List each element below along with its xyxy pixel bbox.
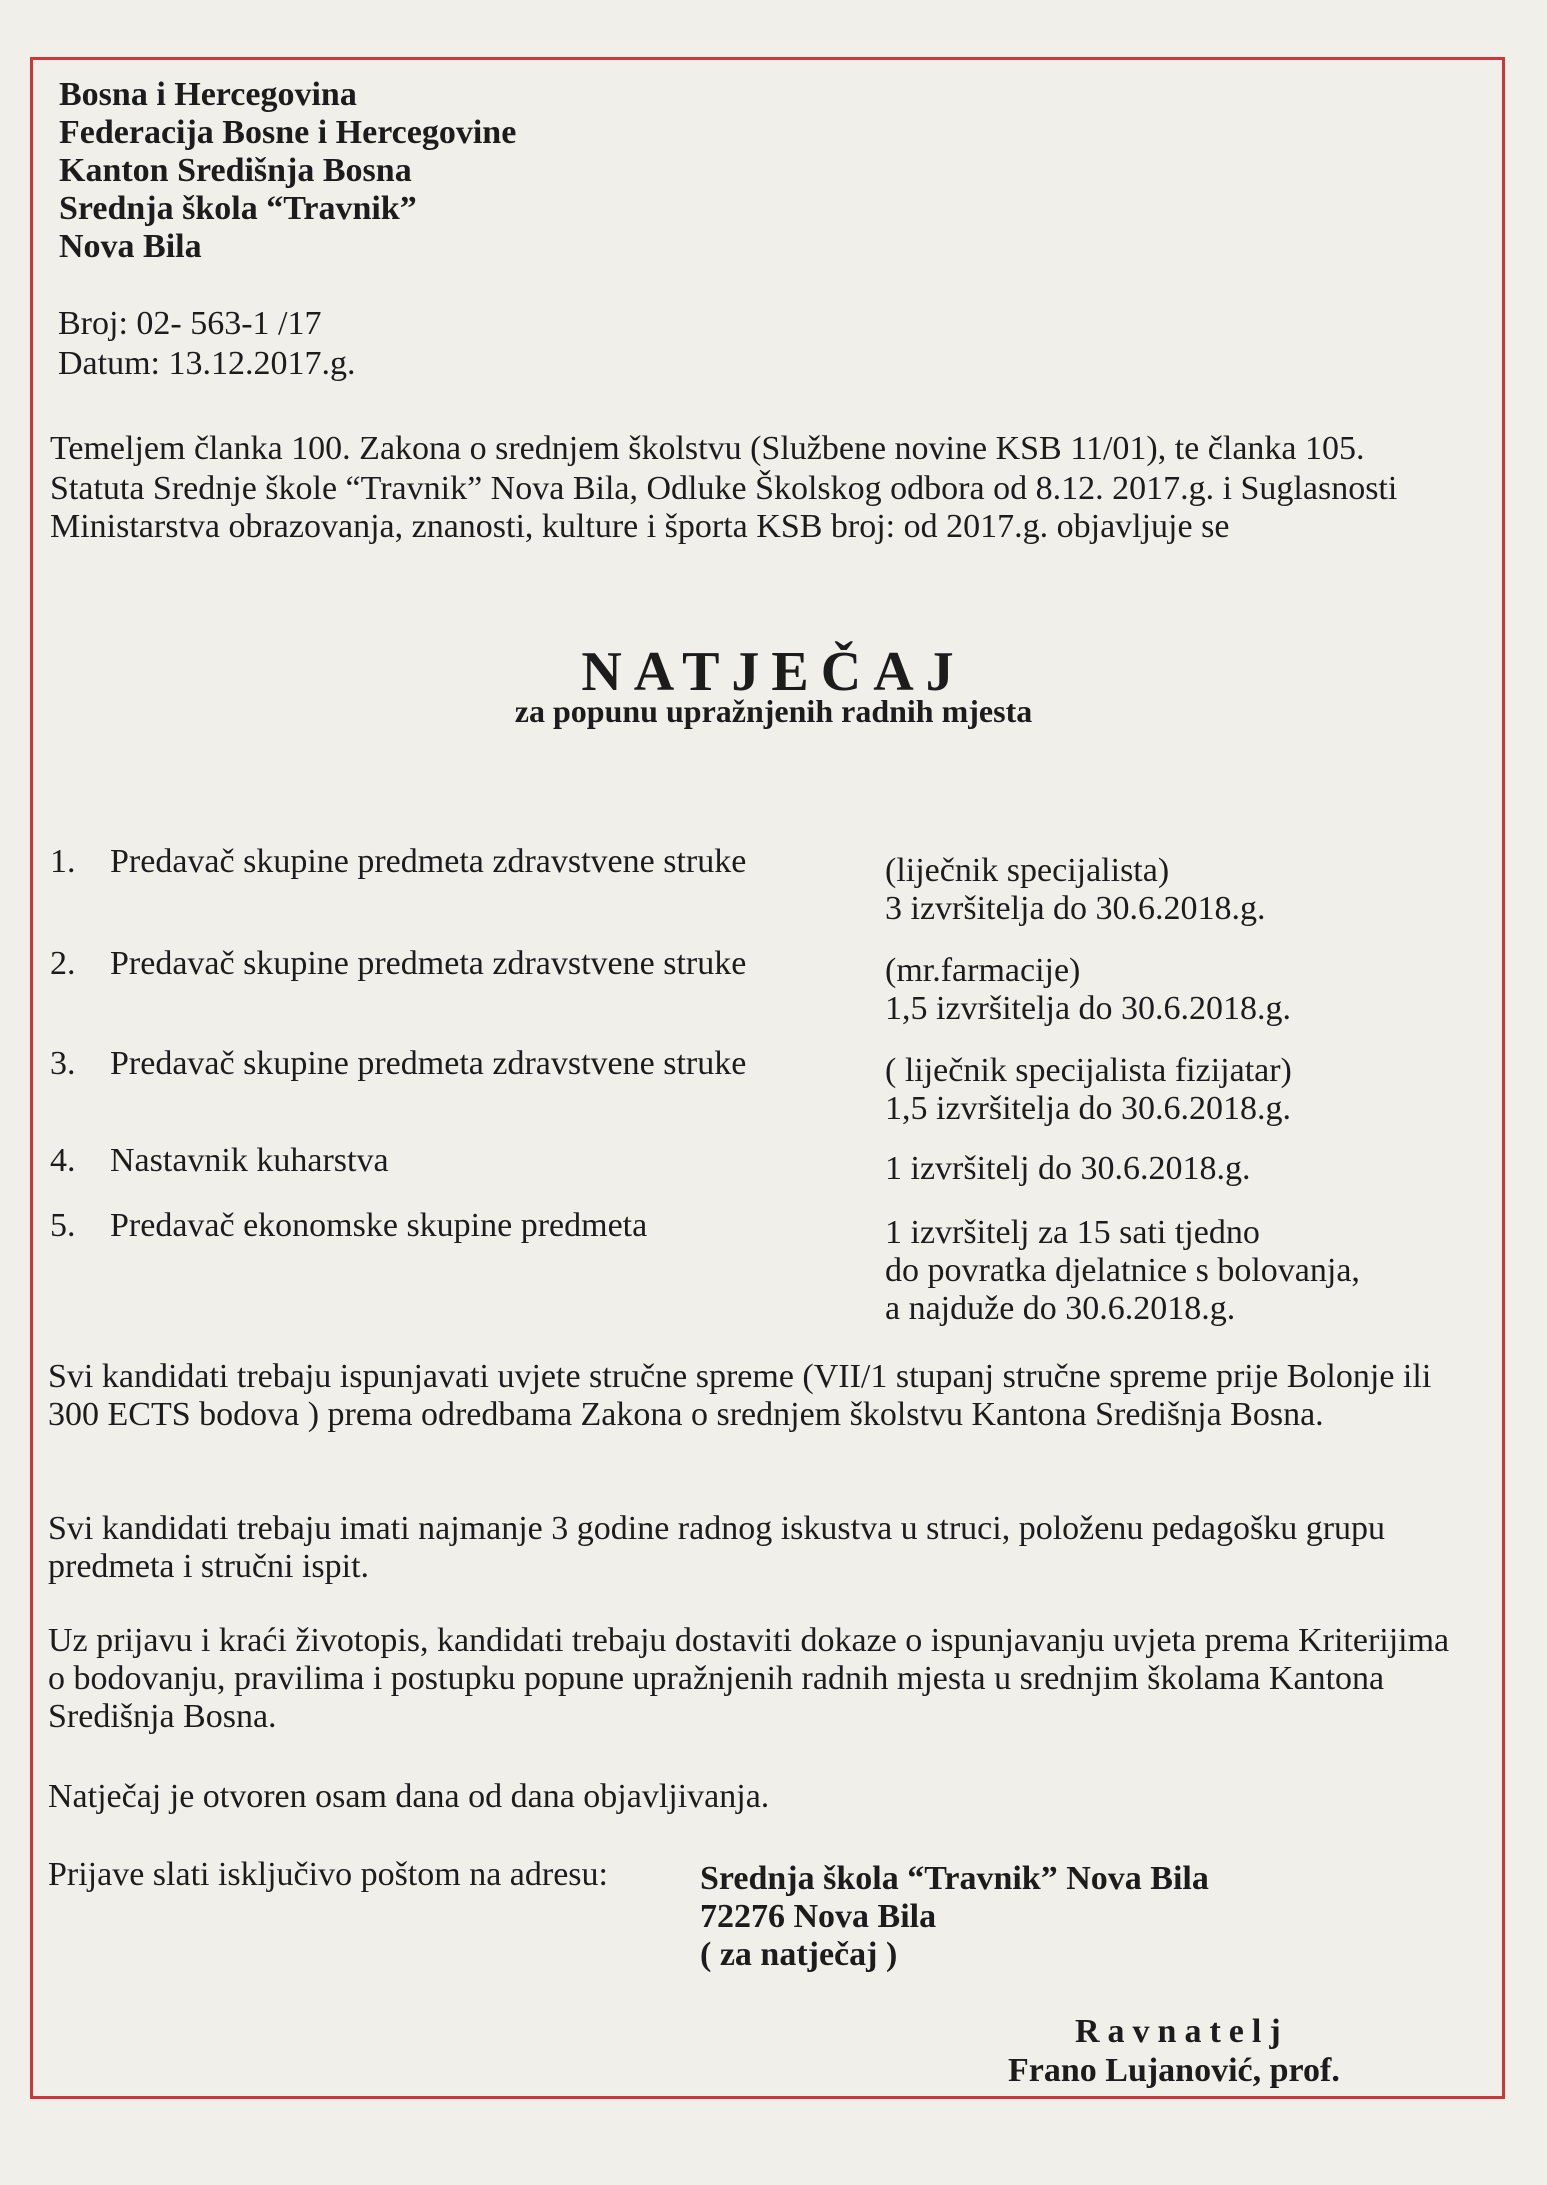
position-4-detail-1: 1 izvršitelj do 30.6.2018.g.: [885, 1150, 1251, 1187]
header-canton: Kanton Središnja Bosna: [59, 152, 412, 189]
intro-line-2: Statuta Srednje škole “Travnik” Nova Bila, Odluke Školskog odbora od 8.12. 2017.g. i Suglasnosti: [50, 470, 1398, 507]
position-3-title: Predavač skupine predmeta zdravstvene struke: [110, 1045, 747, 1082]
position-5-title: Predavač ekonomske skupine predmeta: [110, 1207, 648, 1244]
intro-line-3: Ministarstva obrazovanja, znanosti, kulture i športa KSB broj: od 2017.g. objavljuje se: [50, 508, 1230, 545]
position-3-number: 3.: [50, 1045, 76, 1082]
header-country: Bosna i Hercegovina: [59, 76, 357, 113]
signature-name: Frano Lujanović, prof.: [1008, 2052, 1340, 2089]
header-school: Srednja škola “Travnik”: [59, 190, 417, 227]
address-line-2: 72276 Nova Bila: [700, 1898, 937, 1935]
position-1-detail-1: (liječnik specijalista): [885, 852, 1170, 889]
position-5-detail-2: do povratka djelatnice s bolovanja,: [885, 1252, 1360, 1289]
page-subtitle: za popunu upražnjenih radnih mjesta: [514, 693, 1033, 729]
header-federation: Federacija Bosne i Hercegovine: [59, 114, 517, 151]
position-1-title: Predavač skupine predmeta zdravstvene struke: [110, 843, 747, 880]
signature-role: Ravnatelj: [1075, 2013, 1289, 2050]
position-2-title: Predavač skupine predmeta zdravstvene struke: [110, 945, 747, 982]
position-3-detail-1: ( liječnik specijalista fizijatar): [885, 1052, 1292, 1089]
intro-line-1: Temeljem članka 100. Zakona o srednjem školstvu (Službene novine KSB 11/01), te članka 105.: [50, 430, 1365, 467]
reference-number: Broj: 02- 563-1 /17: [58, 305, 322, 342]
position-1-detail-2: 3 izvršitelja do 30.6.2018.g.: [885, 890, 1266, 927]
position-2-number: 2.: [50, 945, 76, 982]
position-2-detail-2: 1,5 izvršitelja do 30.6.2018.g.: [885, 990, 1292, 1027]
position-1-number: 1.: [50, 843, 76, 880]
address-label: Prijave slati isključivo poštom na adresu:: [48, 1856, 608, 1893]
position-5-detail-3: a najduže do 30.6.2018.g.: [885, 1290, 1236, 1327]
address-line-1: Srednja škola “Travnik” Nova Bila: [700, 1860, 1209, 1897]
position-3-detail-2: 1,5 izvršitelja do 30.6.2018.g.: [885, 1090, 1292, 1127]
paragraph-documents: Uz prijavu i kraći životopis, kandidati trebaju dostaviti dokaze o ispunjavanju uvjeta prema Kriterijima o bodovanju, pravilima i postupku popune upražnjenih radnih mjesta u srednjim školama Kantona Središnja Bosna.: [48, 1622, 1450, 1735]
header-place: Nova Bila: [59, 228, 202, 265]
page-title: NATJEČAJ: [581, 641, 966, 703]
address-line-3: ( za natječaj ): [700, 1936, 898, 1973]
position-5-number: 5.: [50, 1207, 76, 1244]
paragraph-open-period: Natječaj je otvoren osam dana od dana objavljivanja.: [48, 1778, 770, 1815]
paragraph-experience: Svi kandidati trebaju imati najmanje 3 godine radnog iskustva u struci, položenu pedagošku grupu predmeta i stručni ispit.: [48, 1510, 1386, 1585]
position-2-detail-1: (mr.farmacije): [885, 952, 1081, 989]
position-4-number: 4.: [50, 1142, 76, 1179]
position-5-detail-1: 1 izvršitelj za 15 sati tjedno: [885, 1214, 1260, 1251]
position-4-title: Nastavnik kuharstva: [110, 1142, 389, 1179]
paragraph-qualifications: Svi kandidati trebaju ispunjavati uvjete stručne spreme (VII/1 stupanj stručne spreme prije Bolonje ili 300 ECTS bodova ) prema odredbama Zakona o srednjem školstvu Kantona Središnja Bosna.: [48, 1358, 1432, 1433]
reference-date: Datum: 13.12.2017.g.: [58, 345, 356, 382]
